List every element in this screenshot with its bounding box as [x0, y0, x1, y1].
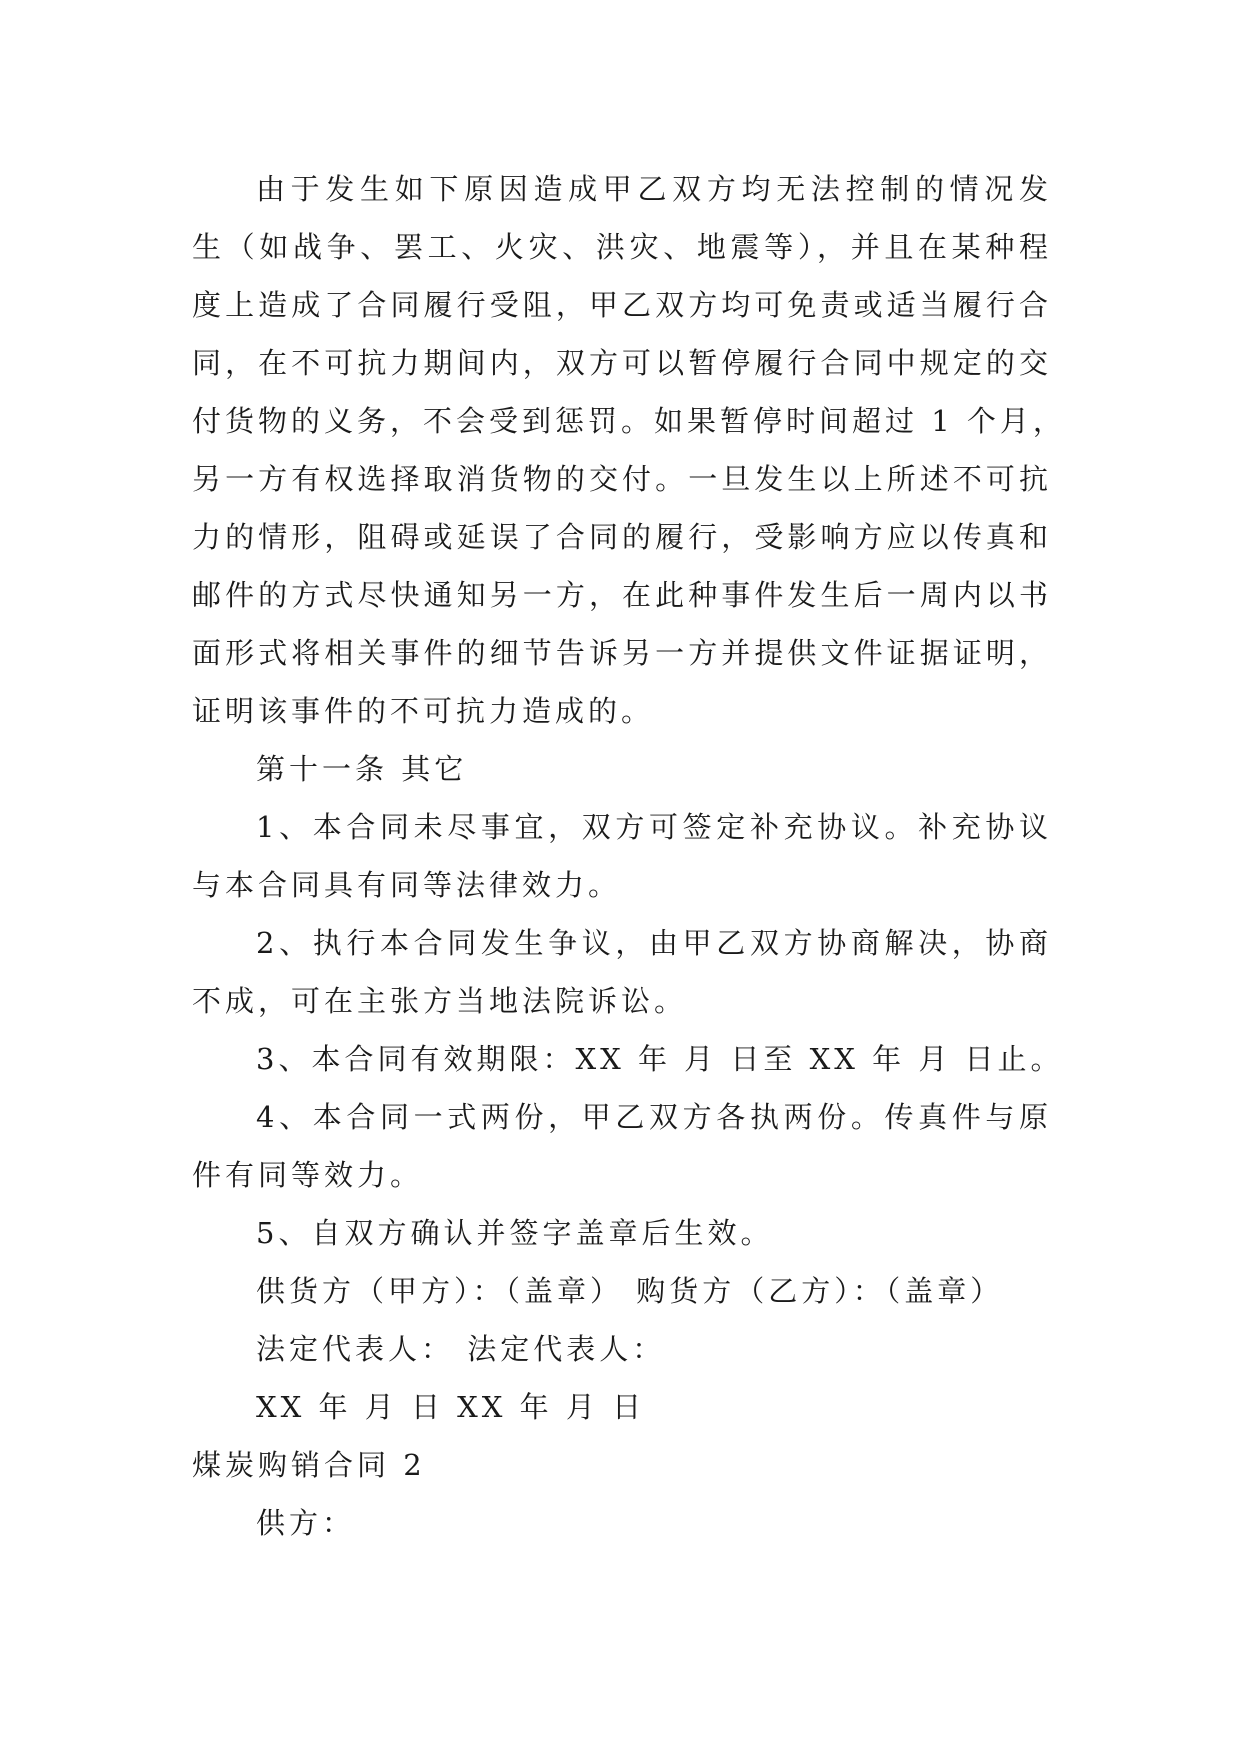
document-body [192, 160, 1066, 1552]
paragraph-line: 与本合同具有同等法律效力。 [192, 868, 622, 902]
signature-line: 供货方（甲方）：（盖章） 购货方（乙方）：（盖章） [256, 1274, 1004, 1308]
paragraph-line: 1、本合同未尽事宜，双方可签定补充协议。补充协议 [256, 810, 1052, 844]
clause-3: 3、本合同有效期限：XX 年 月 日至 XX 年 月 日止。 [256, 1042, 1064, 1076]
paragraph-line: 4、本合同一式两份，甲乙双方各执两份。传真件与原 [256, 1100, 1052, 1134]
paragraph-line: 由于发生如下原因造成甲乙双方均无法控制的情况发 [256, 172, 1052, 206]
paragraph-line: 度上造成了合同履行受阻，甲乙双方均可免责或适当履行合 [192, 288, 1052, 322]
next-contract-title: 煤炭购销合同 2 [192, 1448, 426, 1482]
force-majeure-paragraph [192, 160, 1066, 740]
representatives-line: 法定代表人： 法定代表人： [256, 1332, 666, 1366]
paragraph-line: 生（如战争、罢工、火灾、洪灾、地震等），并且在某种程 [192, 230, 1052, 264]
paragraph-line: 同，在不可抗力期间内，双方可以暂停履行合同中规定的交 [192, 346, 1052, 380]
paragraph-line: 付货物的义务，不会受到惩罚。如果暂停时间超过 1 个月， [192, 404, 1066, 438]
paragraph-line: 件有同等效力。 [192, 1158, 424, 1192]
clause-4 [192, 1088, 1052, 1204]
supplier-label: 供方： [256, 1506, 356, 1540]
clause-1 [192, 798, 1052, 914]
article-11-heading: 第十一条 其它 [256, 752, 468, 786]
clause-5: 5、自双方确认并签字盖章后生效。 [256, 1216, 774, 1250]
clause-2 [192, 914, 1052, 1030]
dates-line: XX 年 月 日 XX 年 月 日 [256, 1390, 646, 1424]
paragraph-line: 不成，可在主张方当地法院诉讼。 [192, 984, 688, 1018]
paragraph-line: 另一方有权选择取消货物的交付。一旦发生以上所述不可抗 [192, 462, 1052, 496]
paragraph-line: 证明该事件的不可抗力造成的。 [192, 694, 655, 728]
paragraph-line: 邮件的方式尽快通知另一方，在此种事件发生后一周内以书 [192, 578, 1052, 612]
paragraph-line: 力的情形，阻碍或延误了合同的履行，受影响方应以传真和 [192, 520, 1052, 554]
paragraph-line: 面形式将相关事件的细节告诉另一方并提供文件证据证明， [192, 636, 1052, 670]
paragraph-line: 2、执行本合同发生争议，由甲乙双方协商解决，协商 [256, 926, 1052, 960]
